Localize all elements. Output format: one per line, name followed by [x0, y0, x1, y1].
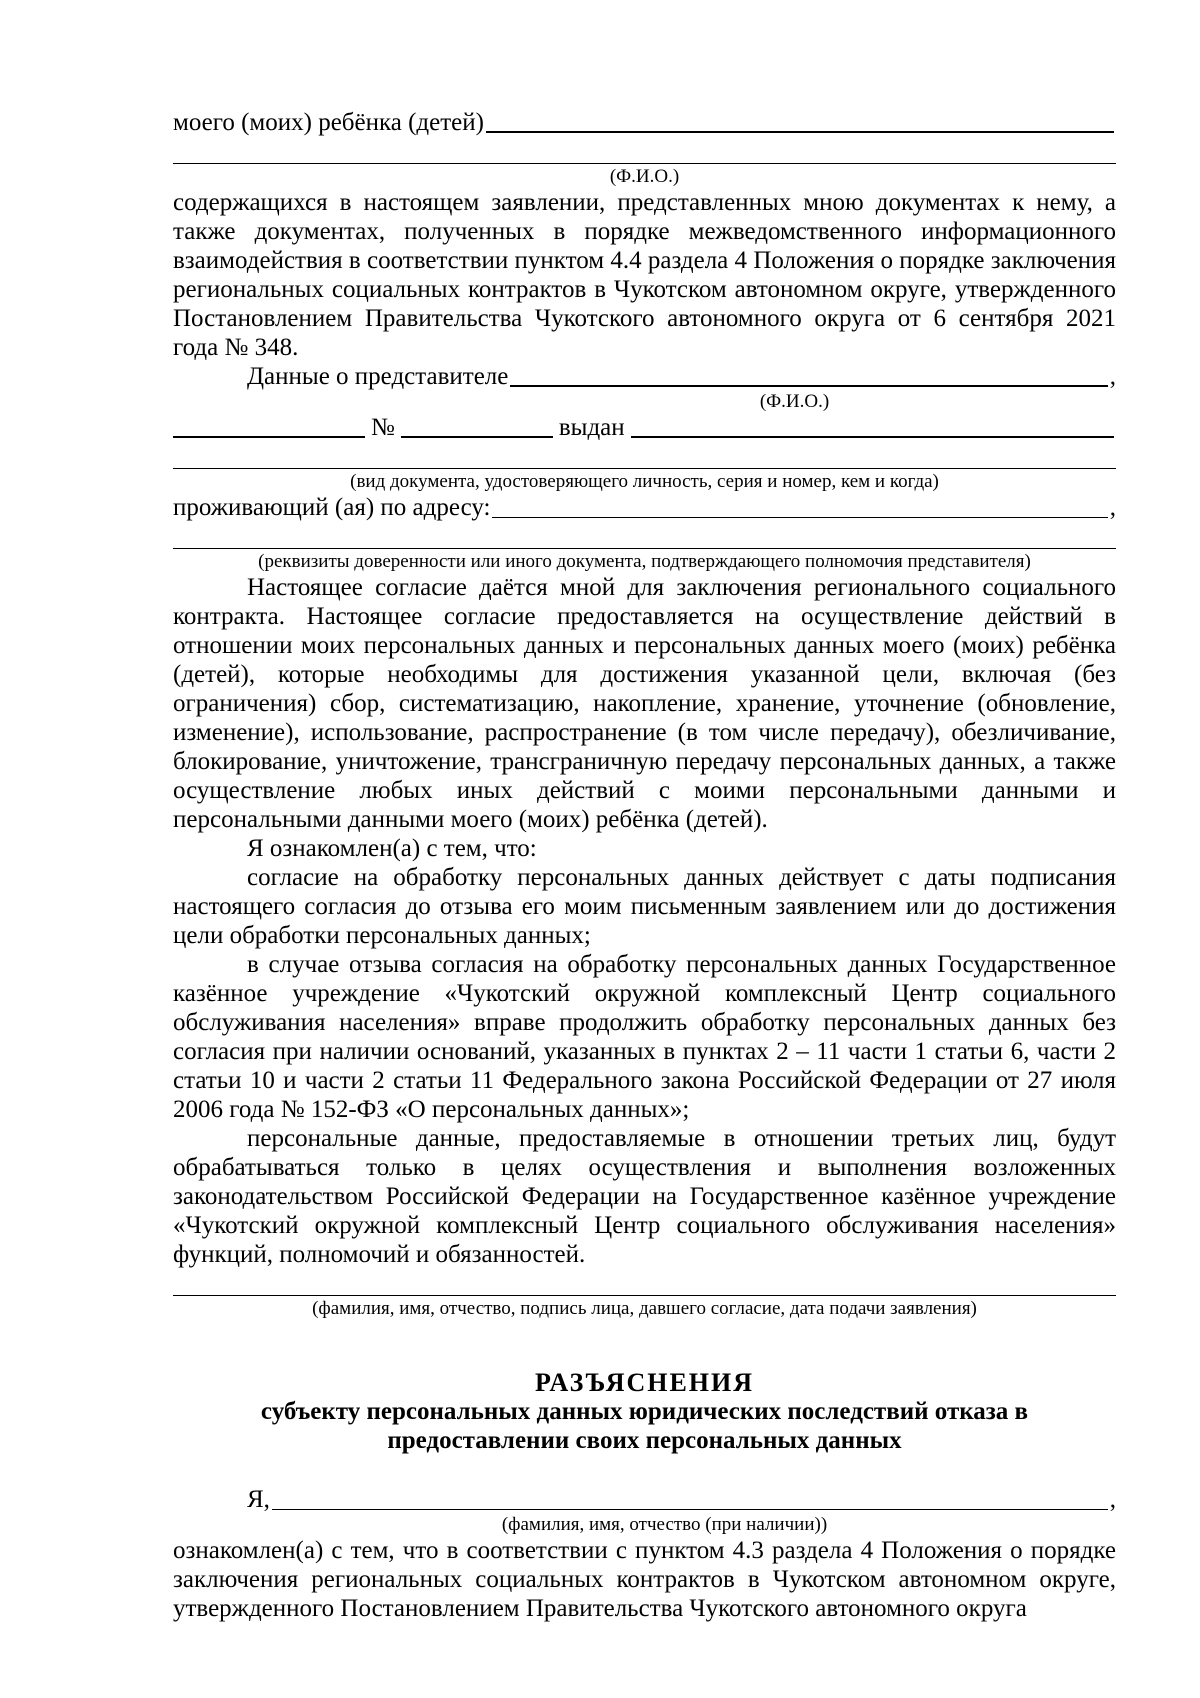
i-label: Я,: [247, 1486, 270, 1513]
purpose-paragraph: Настоящее согласие даётся мной для заключения регионального социального контракта. Настоящее согласие предоставляется на осуществление действий в отношении моих персональных данных и персональных данных моего (моих) ребёнка (детей), которые необходимы для достижения указанной цели, включая (без ограничения) сбор, систематизацию, накопление, хранение, уточнение (обновление, изменение), использование, распространение (в том числе передачу), обезличивание, блокирование, уничтожение, трансграничную передачу персональных данных, а также осуществление любых иных действий с моими персональными данными и персональными данными моего (моих) ребёнка (детей).: [173, 574, 1116, 833]
poa-caption: (реквизиты доверенности или иного документа, подтверждающего полномочия представителя): [258, 551, 1031, 572]
address-comma: ,: [1109, 494, 1116, 521]
explanation-subtitle: субъекту персональных данных юридических последствий отказа в предоставлении своих персональных данных: [260, 1398, 1029, 1454]
id-document-line: [173, 413, 1116, 442]
document-page: [173, 108, 1116, 1623]
child-line: [173, 108, 1116, 137]
name-line: [173, 1485, 1116, 1514]
document-type-field[interactable]: [173, 414, 365, 438]
child-name-field[interactable]: [486, 109, 1114, 133]
withdrawal-paragraph: в случае отзыва согласия на обработку персональных данных Государственное казённое учреждение «Чукотский окружной комплексный Центр социального обслуживания населения» вправе продолжить обработку персональных данных без согласия при наличии оснований, указанных в пунктах 2 – 11 части 1 статьи 6, части 2 статьи 10 и части 2 статьи 11 Федерального закона Российской Федерации от 27 июля 2006 года № 152-ФЗ «О персональных данных»;: [173, 951, 1116, 1123]
signature-rule[interactable]: [173, 1295, 1116, 1296]
fio-caption-2: (Ф.И.О.): [759, 391, 830, 412]
address-label: проживающий (ая) по адресу:: [173, 494, 491, 521]
representative-label: Данные о представителе: [247, 363, 509, 390]
number-sign: №: [371, 414, 395, 441]
poa-rule[interactable]: [173, 548, 1116, 549]
issued-label: выдан: [558, 414, 625, 441]
name-caption: (фамилия, имя, отчество (при наличии)): [501, 1514, 828, 1535]
address-line: [173, 493, 1116, 522]
document-number-field[interactable]: [401, 414, 553, 438]
child-name-rule[interactable]: [173, 163, 1116, 164]
issued-by-field[interactable]: [631, 414, 1114, 438]
consent-paragraph: содержащихся в настоящем заявлении, представленных мною документах к нему, а также документах, полученных в порядке межведомственного информационного взаимодействия в соответствии пунктом 4.4 раздела 4 Положения о порядке заключения региональных социальных контрактов в Чукотском автономном округе, утвержденного Постановлением Правительства Чукотского автономного округа от 6 сентября 2021 года № 348.: [173, 189, 1116, 361]
full-name-field[interactable]: [272, 1487, 1108, 1510]
representative-field[interactable]: [510, 363, 1107, 387]
third-party-paragraph: персональные данные, предоставляемые в отношении третьих лиц, будут обрабатываться только в целях осуществления и выполнения возложенных законодательством Российской Федерации на Государственное казённое учреждение «Чукотский окружной комплексный Центр социального обслуживания населения» функций, полномочий и обязанностей.: [173, 1125, 1116, 1268]
representative-comma: ,: [1109, 363, 1116, 390]
representative-line: [173, 362, 1116, 391]
explanation-title: РАЗЪЯСНЕНИЯ: [534, 1368, 755, 1397]
id-document-caption: (вид документа, удостоверяющего личность, серия и номер, кем и когда): [350, 471, 939, 492]
fio-caption: (Ф.И.О.): [609, 166, 680, 187]
child-label: моего (моих) ребёнка (детей): [173, 109, 484, 136]
name-comma: ,: [1109, 1486, 1116, 1513]
id-document-rule[interactable]: [173, 468, 1116, 469]
validity-paragraph: согласие на обработку персональных данных действует с даты подписания настоящего согласия до отзыва его моим письменным заявлением или до достижения цели обработки персональных данных;: [173, 864, 1116, 949]
address-field[interactable]: [492, 495, 1107, 518]
signature-caption: (фамилия, имя, отчество, подпись лица, давшего согласие, дата подачи заявления): [312, 1298, 977, 1319]
final-paragraph: ознакомлен(а) с тем, что в соответствии с пунктом 4.3 раздела 4 Положения о порядке заключения региональных социальных контрактов в Чукотском автономном округе, утвержденного Постановлением Правительства Чукотского автономного округа: [173, 1537, 1116, 1622]
aware-paragraph: Я ознакомлен(а) с тем, что:: [247, 835, 537, 862]
